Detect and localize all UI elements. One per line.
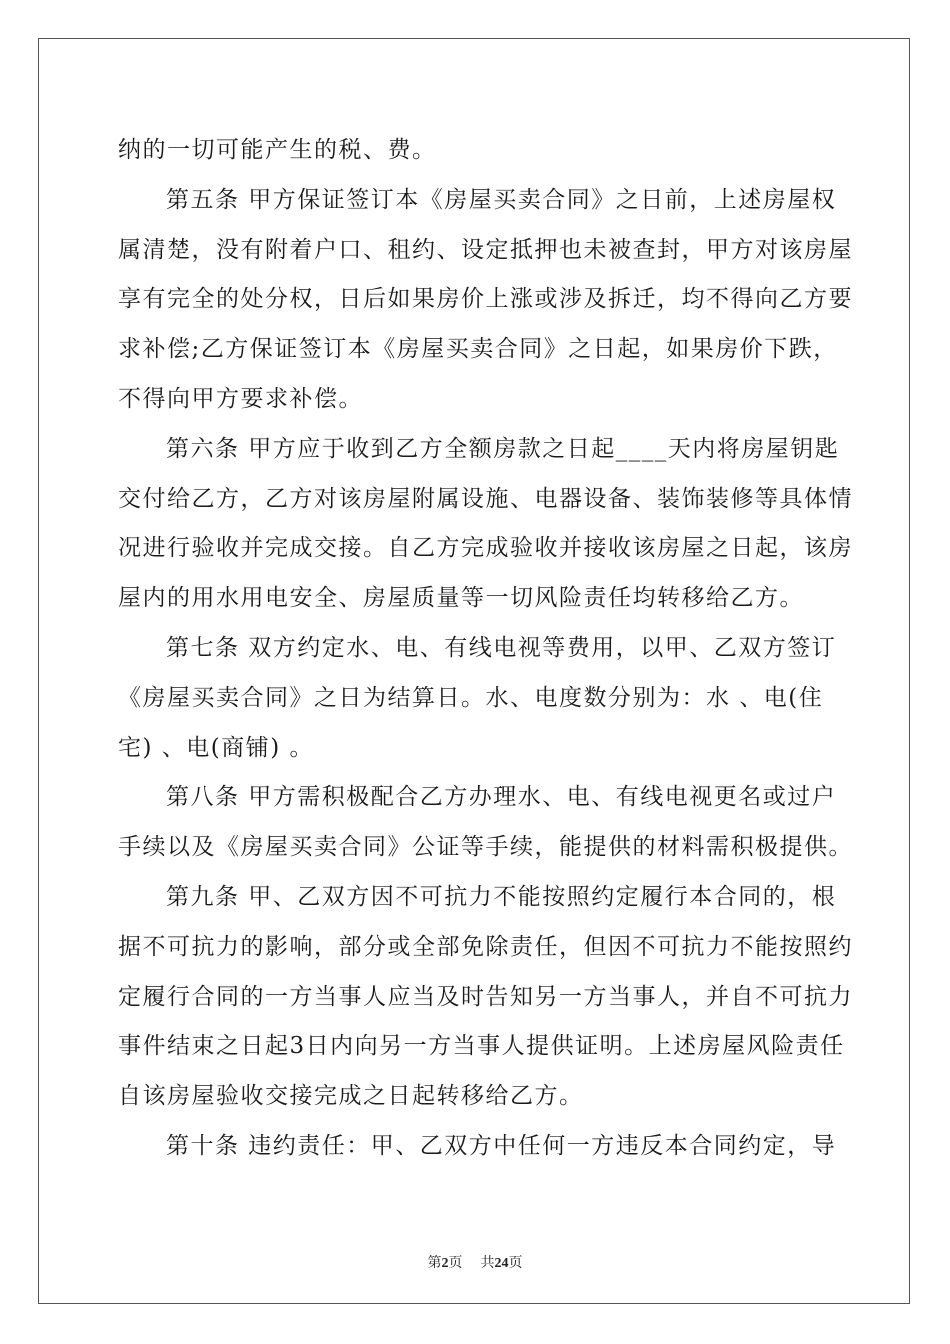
text-line: 手续以及《房屋买卖合同》公证等手续，能提供的材料需积极提供。 — [118, 834, 853, 861]
footer-total-prefix: 共 — [480, 1255, 495, 1271]
text-line: 况进行验收并完成交接。自乙方完成验收并接收该房屋之日起，该房 — [118, 535, 853, 562]
total-pages: 24 — [494, 1256, 509, 1271]
text-line: 不得向甲方要求补偿。 — [118, 385, 363, 412]
text-line: 第七条 双方约定水、电、有线电视等费用，以甲、乙双方签订 — [166, 634, 837, 661]
text-line: 第六条 甲方应于收到乙方全额房款之日起____天内将房屋钥匙 — [166, 435, 840, 462]
footer-page-suffix: 页 — [448, 1255, 463, 1271]
document-body — [118, 126, 853, 1172]
text-line: 据不可抗力的影响，部分或全部免除责任，但因不可抗力不能按照约 — [118, 933, 853, 960]
text-line: 第十条 违约责任：甲、乙双方中任何一方违反本合同约定，导 — [166, 1132, 837, 1159]
text-line: 宅) 、电(商铺) 。 — [118, 734, 315, 761]
text-line: 定履行合同的一方当事人应当及时告知另一方当事人，并自不可抗力 — [118, 983, 853, 1010]
page-number: 2 — [441, 1256, 449, 1271]
text-line: 属清楚，没有附着户口、租约、设定抵押也未被查封，甲方对该房屋 — [118, 236, 853, 263]
text-line: 事件结束之日起3日内向另一方当事人提供证明。上述房屋风险责任 — [118, 1033, 845, 1060]
footer-total-suffix: 页 — [508, 1255, 523, 1271]
text-line: 《房屋买卖合同》之日为结算日。水、电度数分别为：水 、电(住 — [118, 684, 824, 711]
text-line: 纳的一切可能产生的税、费。 — [118, 137, 437, 163]
text-line: 享有完全的处分权，日后如果房价上涨或涉及拆迁，均不得向乙方要 — [118, 286, 853, 313]
footer-prefix: 第 — [427, 1255, 442, 1271]
text-line: 第五条 甲方保证签订本《房屋买卖合同》之日前，上述房屋权 — [166, 186, 837, 213]
text-line: 求补偿;乙方保证签订本《房屋买卖合同》之日起，如果房价下跌， — [118, 336, 838, 363]
text-line: 第八条 甲方需积极配合乙方办理水、电、有线电视更名或过户 — [166, 784, 837, 811]
text-line: 自该房屋验收交接完成之日起转移给乙方。 — [118, 1083, 584, 1110]
text-line: 屋内的用水用电安全、房屋质量等一切风险责任均转移给乙方。 — [118, 585, 804, 612]
text-line: 第九条 甲、乙双方因不可抗力不能按照约定履行本合同的，根 — [166, 883, 837, 910]
page-footer — [0, 1252, 950, 1272]
text-line: 交付给乙方，乙方对该房屋附属设施、电器设备、装饰装修等具体情 — [118, 485, 853, 512]
